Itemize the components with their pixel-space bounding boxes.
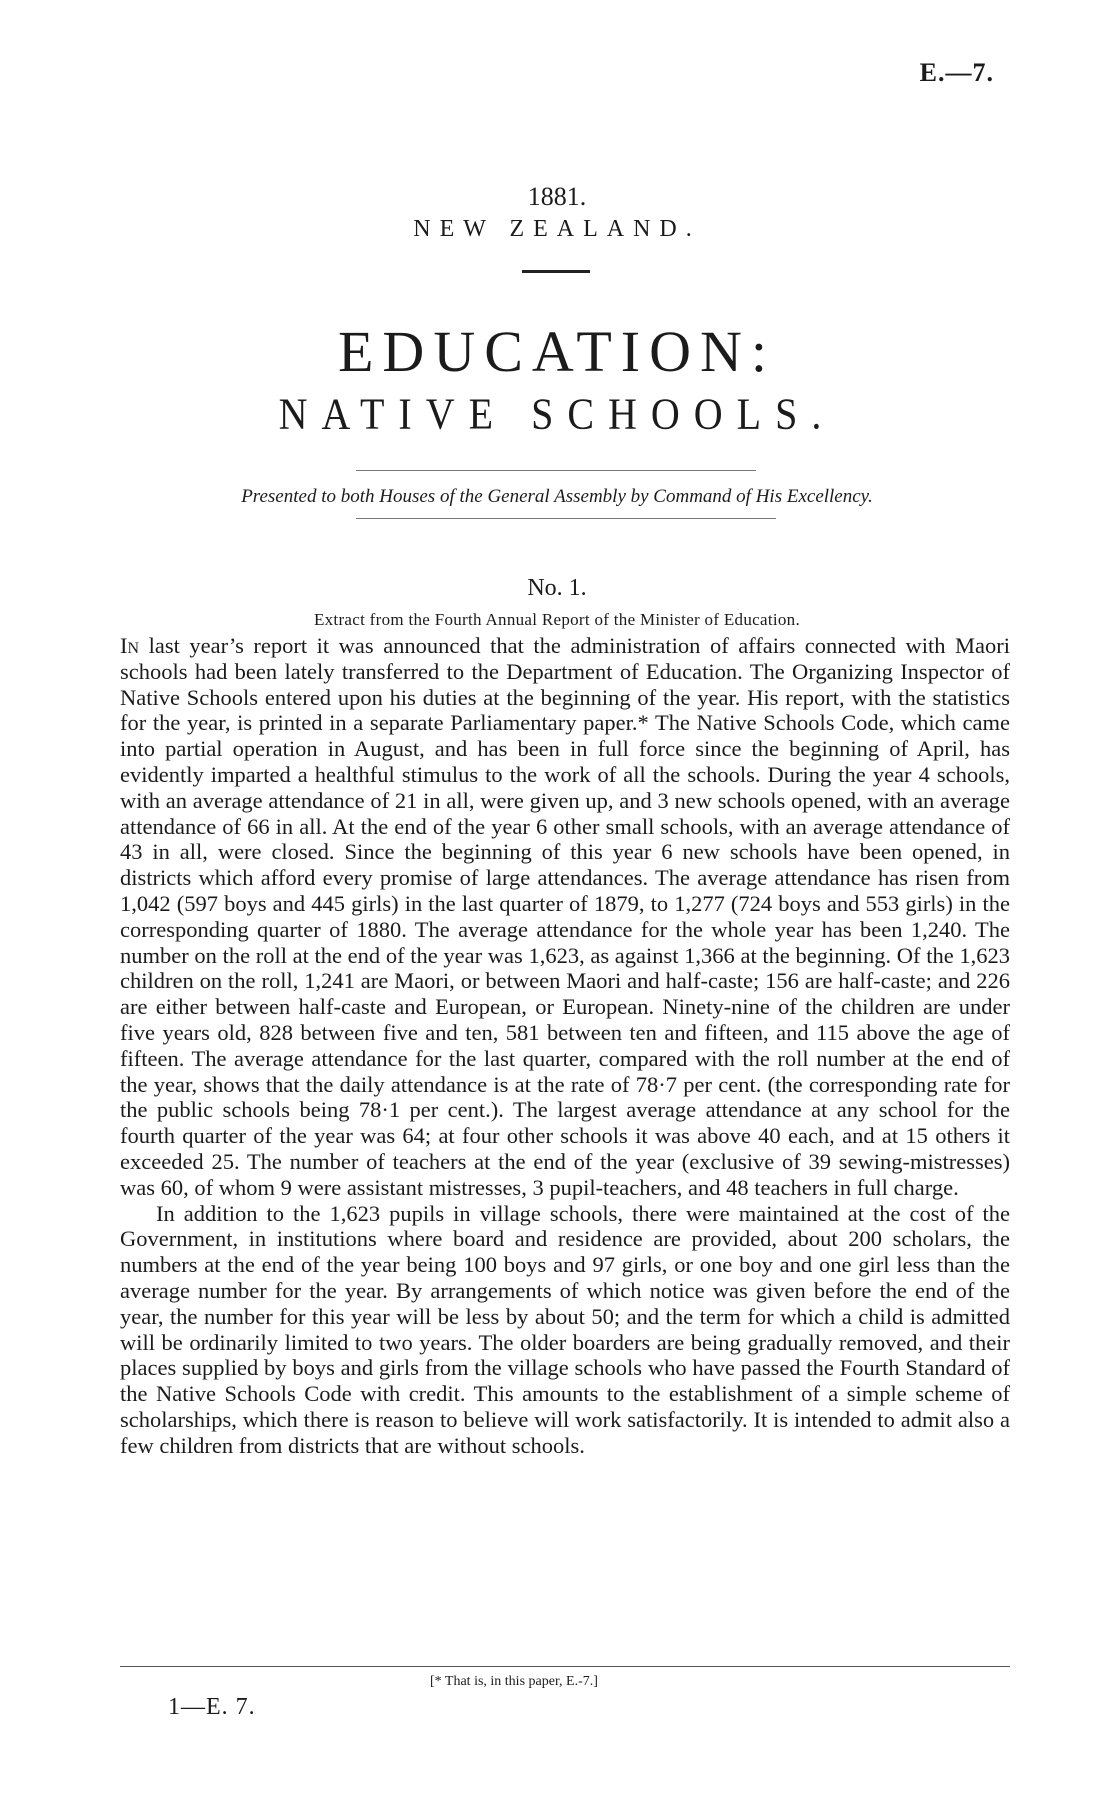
document-reference: E.—7. (919, 58, 994, 87)
publication-year: 1881. (527, 182, 587, 211)
presented-rule-bottom (356, 518, 776, 519)
footnote: [* That is, in this paper, E.-7.] (430, 1674, 598, 1689)
presented-rule-top (356, 470, 756, 471)
document-title: EDUCATION: (338, 319, 776, 384)
footnote-rule (120, 1666, 1010, 1667)
report-body (120, 633, 1010, 1459)
paragraph-1-lead: In (120, 633, 140, 658)
paragraph-1 (120, 633, 1010, 1201)
presented-line: Presented to both Houses of the General Assembly by Command of His Excellency. (241, 486, 873, 507)
paragraph-1-text: last year’s report it was announced that the administration of affairs connected with Maori schools had been lately transferred to the Department of Education. The Organizing Inspector of Native Schools entered upon his duties at the beginning of the year. His report, with the statistics for the year, is printed in a separate Parliamentary paper.* The Native Schools Code, which came into partial operation in August, and has been in full force since the beginning of April, has evidently imparted a healthful stimulus to the work of all the schools. During the year 4 schools, with an average attendance of 21 in all, were given up, and 3 new schools opened, with an average attendance of 66 in all. At the end of the year 6 other small schools, with an average attendance of 43 in all, were closed. Since the beginning of this year 6 new schools have been opened, in districts which afford every promise of large attendances. The average attendance has risen from 1,042 (597 boys and 445 girls) in the last quarter of 1879, to 1,277 (724 boys and 553 girls) in the corresponding quarter of 1880. The average attendance for the whole year has been 1,240. The number on the roll at the end of the year was 1,623, as against 1,366 at the beginning. Of the 1,623 children on the roll, 1,241 are Maori, or between Maori and half-caste; 156 are half-caste; and 226 are either between half-caste and European, or European. Ninety-nine of the children are under five years old, 828 between five and ten, 581 between ten and fifteen, and 115 above the age of fifteen. The average attendance for the last quarter, compared with the roll number at the end of the year, shows that the daily attendance is at the rate of 78·7 per cent. (the corresponding rate for the public schools being 78·1 per cent.). The largest average attendance at any school for the fourth quarter of the year was 64; at four other schools it was above 40 each, and at 15 others it exceeded 25. The number of teachers at the end of the year (exclusive of 39 sewing-mistresses) was 60, of whom 9 were assistant mistresses, 3 pupil-teachers, and 48 teachers in full charge. (120, 633, 1010, 1200)
document-subtitle: NATIVE SCHOOLS. (278, 388, 836, 439)
page-signature: 1—E. 7. (168, 1694, 256, 1720)
country-heading: NEW ZEALAND. (413, 216, 701, 242)
section-extract-heading: Extract from the Fourth Annual Report of the Minister of Education. (313, 610, 801, 629)
section-number: No. 1. (527, 575, 587, 601)
heading-rule (522, 270, 590, 273)
paragraph-2: In addition to the 1,623 pupils in village schools, there were maintained at the cost of the Government, in institutions where board and residence are provided, about 200 scholars, the numbers at the end of the year being 100 boys and 97 girls, or one boy and one girl less than the average number for the year. By arrangements of which notice was given before the end of the year, the number for this year will be less by about 50; and the term for which a child is admitted will be ordinarily limited to two years. The older boarders are being gradually removed, and their places supplied by boys and girls from the village schools who have passed the Fourth Standard of the Native Schools Code with credit. This amounts to the establishment of a simple scheme of scholarships, which there is reason to believe will work satisfactorily. It is intended to admit also a few children from districts that are without schools. (120, 1200, 1010, 1458)
